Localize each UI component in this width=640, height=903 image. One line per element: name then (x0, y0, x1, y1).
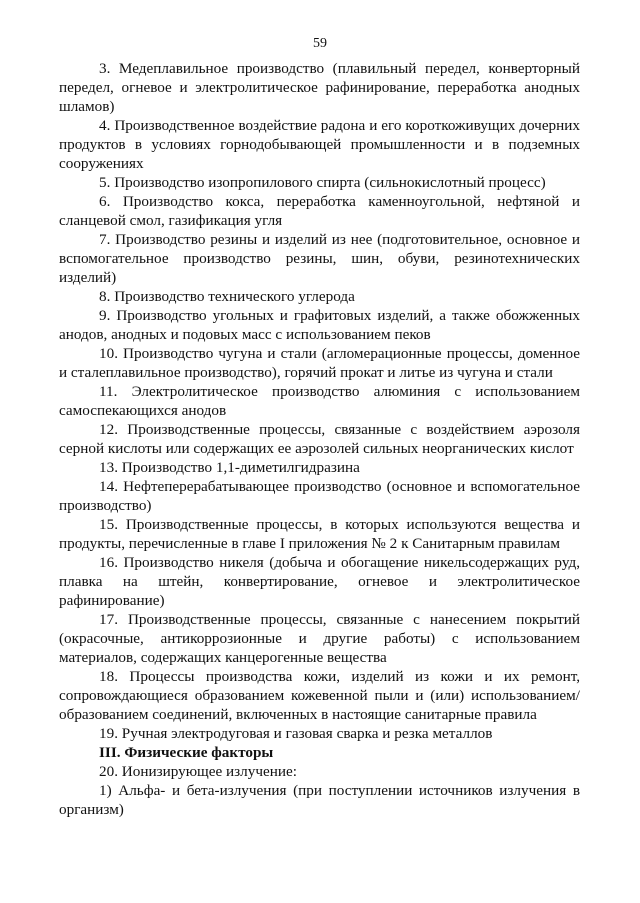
paragraph-item-13: 13. Производство 1,1-диметилгидразина (99, 459, 360, 476)
paragraph-item-17: 17. Производственные процессы, связанные с нанесением покрытий (окрасочные, антикоррозионные и другие работы) с использованием материалов, содержащих канцерогенные вещества (59, 611, 580, 666)
paragraph-item-16: 16. Производство никеля (добыча и обогащение никельсодержащих руд, плавка на штейн, конвертирование, огневое и электролитическое рафинирование) (59, 554, 580, 609)
paragraph-item-14: 14. Нефтеперерабатывающее производство (основное и вспомогательное производство) (59, 478, 580, 514)
paragraph-item-15: 15. Производственные процессы, в которых используются вещества и продукты, перечисленные в главе I приложения № 2 к Санитарным правилам (59, 516, 580, 552)
paragraph-item-9: 9. Производство угольных и графитовых изделий, а также обожженных анодов, анодных и подовых масс с использованием пеков (59, 307, 580, 343)
paragraph-item-12: 12. Производственные процессы, связанные с воздействием аэрозоля серной кислоты или содержащих ее аэрозолей сильных неорганических кислот (59, 421, 580, 457)
paragraph-item-10: 10. Производство чугуна и стали (агломерационные процессы, доменное и сталеплавильное производство), горячий прокат и литье из чугуна и стали (59, 345, 580, 381)
paragraph-item-7: 7. Производство резины и изделий из нее (подготовительное, основное и вспомогательное производство резины, шин, обуви, резинотехнических изделий) (59, 231, 580, 286)
paragraph-item-4: 4. Производственное воздействие радона и его короткоживущих дочерних продуктов в условиях горнодобывающей промышленности и в подземных сооружениях (59, 117, 580, 172)
document-body (59, 59, 580, 819)
paragraph-item-3: 3. Медеплавильное производство (плавильный передел, конверторный передел, огневое и электролитическое рафинирование, переработка анодных шламов) (59, 60, 580, 115)
page-number: 59 (313, 36, 327, 51)
paragraph-item-19: 19. Ручная электродуговая и газовая сварка и резка металлов (99, 725, 493, 742)
paragraph-item-8: 8. Производство технического углерода (99, 288, 355, 305)
paragraph-item-6: 6. Производство кокса, переработка каменноугольной, нефтяной и сланцевой смол, газификация угля (59, 193, 580, 229)
paragraph-item-5: 5. Производство изопропилового спирта (сильнокислотный процесс) (99, 174, 546, 191)
paragraph-item-11: 11. Электролитическое производство алюминия с использованием самоспекающихся анодов (59, 383, 580, 419)
paragraph-item-18: 18. Процессы производства кожи, изделий из кожи и их ремонт, сопровождающиеся образованием кожевенной пыли и (или) использованием/образованием соединений, включенных в настоящие санитарные правила (59, 668, 580, 723)
paragraph-subitem-1: 1) Альфа- и бета-излучения (при поступлении источников излучения в организм) (59, 782, 580, 818)
section-heading: III. Физические факторы (99, 744, 274, 761)
paragraph-item-20: 20. Ионизирующее излучение: (99, 763, 297, 780)
